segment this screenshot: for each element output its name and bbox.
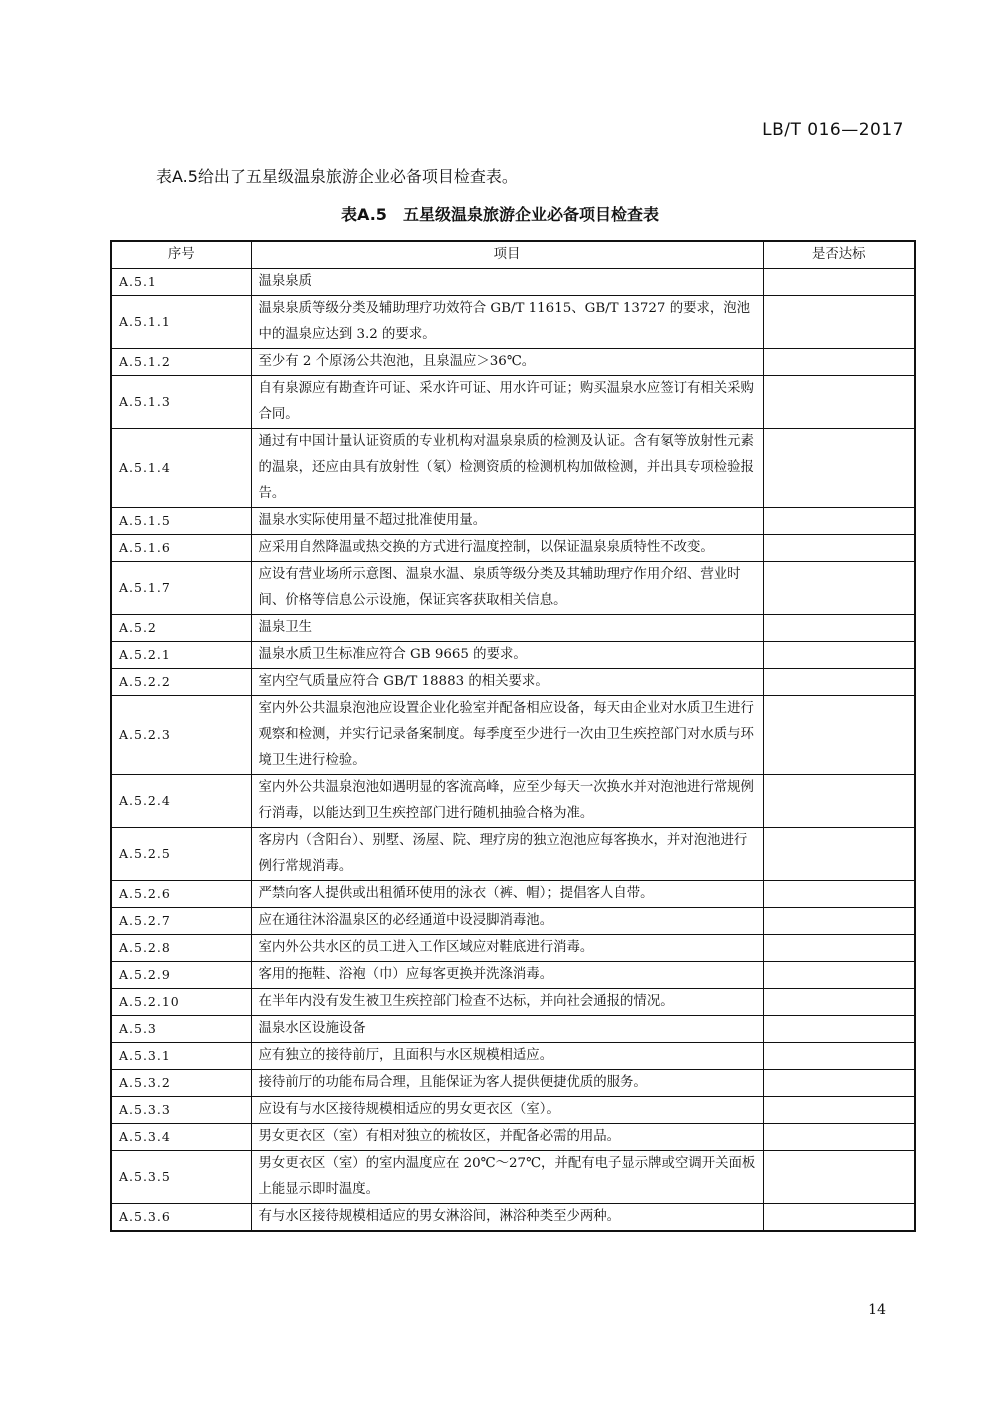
row-result-cell[interactable] [763,508,915,535]
row-item-cell: 室内空气质量应符合 GB/T 18883 的相关要求。 [251,669,763,696]
row-result-cell[interactable] [763,642,915,669]
row-result-cell[interactable] [763,935,915,962]
row-item-cell: 应采用自然降温或热交换的方式进行温度控制，以保证温泉泉质特性不改变。 [251,535,763,562]
row-number-cell: A.5.1.5 [111,508,251,535]
row-result-cell[interactable] [763,429,915,508]
row-number-cell: A.5.3 [111,1016,251,1043]
row-number-cell: A.5.1.2 [111,349,251,376]
table-row [111,429,915,508]
table-row [111,669,915,696]
row-item-cell: 应设有与水区接待规模相适应的男女更衣区（室）。 [251,1097,763,1124]
row-item-cell: 男女更衣区（室）的室内温度应在 20℃～27℃，并配有电子显示牌或空调开关面板上能显示即时温度。 [251,1151,763,1204]
row-number-cell: A.5.1.3 [111,376,251,429]
row-item-cell: 温泉水质卫生标准应符合 GB 9665 的要求。 [251,642,763,669]
row-item-cell: 客用的拖鞋、浴袍（巾）应每客更换并洗涤消毒。 [251,962,763,989]
table-row [111,881,915,908]
row-number-cell: A.5.3.6 [111,1204,251,1232]
row-number-cell: A.5.2.4 [111,775,251,828]
row-result-cell[interactable] [763,562,915,615]
table-row [111,615,915,642]
row-result-cell[interactable] [763,615,915,642]
row-number-cell: A.5.3.2 [111,1070,251,1097]
table-row [111,1151,915,1204]
row-number-cell: A.5.1.6 [111,535,251,562]
table-row [111,1070,915,1097]
table-row [111,1204,915,1232]
row-item-cell: 室内外公共水区的员工进入工作区域应对鞋底进行消毒。 [251,935,763,962]
row-result-cell[interactable] [763,296,915,349]
row-result-cell[interactable] [763,1097,915,1124]
row-number-cell: A.5.2.8 [111,935,251,962]
row-number-cell: A.5.2.2 [111,669,251,696]
row-item-cell: 自有泉源应有勘查许可证、采水许可证、用水许可证；购买温泉水应签订有相关采购合同。 [251,376,763,429]
table-body [111,269,915,1232]
row-number-cell: A.5.3.4 [111,1124,251,1151]
row-item-cell: 温泉卫生 [251,615,763,642]
table-row [111,562,915,615]
checklist-table [110,240,916,1232]
table-row [111,642,915,669]
row-number-cell: A.5.2 [111,615,251,642]
row-item-cell: 温泉泉质等级分类及辅助理疗功效符合 GB/T 11615、GB/T 13727 的要求，泡池中的温泉应达到 3.2 的要求。 [251,296,763,349]
table-row [111,376,915,429]
row-result-cell[interactable] [763,989,915,1016]
table-row [111,296,915,349]
table-row [111,696,915,775]
row-result-cell[interactable] [763,1124,915,1151]
row-item-cell: 室内外公共温泉泡池如遇明显的客流高峰，应至少每天一次换水并对泡池进行常规例行消毒，以能达到卫生疾控部门进行随机抽验合格为准。 [251,775,763,828]
row-result-cell[interactable] [763,269,915,296]
row-item-cell: 男女更衣区（室）有相对独立的梳妆区，并配备必需的用品。 [251,1124,763,1151]
column-header-item: 项目 [251,241,763,269]
row-result-cell[interactable] [763,1016,915,1043]
row-number-cell: A.5.1.1 [111,296,251,349]
row-result-cell[interactable] [763,349,915,376]
row-number-cell: A.5.2.10 [111,989,251,1016]
table-row [111,828,915,881]
row-number-cell: A.5.1 [111,269,251,296]
row-item-cell: 严禁向客人提供或出租循环使用的泳衣（裤、帽）；提倡客人自带。 [251,881,763,908]
table-row [111,989,915,1016]
row-result-cell[interactable] [763,962,915,989]
intro-paragraph: 表A.5给出了五星级温泉旅游企业必备项目检查表。 [156,167,518,186]
row-number-cell: A.5.2.9 [111,962,251,989]
table-row [111,269,915,296]
row-result-cell[interactable] [763,828,915,881]
row-result-cell[interactable] [763,669,915,696]
row-number-cell: A.5.2.3 [111,696,251,775]
row-item-cell: 至少有 2 个原汤公共泡池，且泉温应＞36℃。 [251,349,763,376]
row-number-cell: A.5.2.1 [111,642,251,669]
table-header-row [111,241,915,269]
table-row [111,535,915,562]
row-result-cell[interactable] [763,1070,915,1097]
table-row [111,908,915,935]
row-item-cell: 温泉泉质 [251,269,763,296]
document-code: LB/T 016—2017 [762,120,904,140]
row-result-cell[interactable] [763,908,915,935]
column-header-result: 是否达标 [763,241,915,269]
table-row [111,962,915,989]
table-row [111,508,915,535]
row-item-cell: 应在通往沐浴温泉区的必经通道中设浸脚消毒池。 [251,908,763,935]
row-item-cell: 应有独立的接待前厅，且面积与水区规模相适应。 [251,1043,763,1070]
row-number-cell: A.5.2.6 [111,881,251,908]
table-row [111,1097,915,1124]
row-result-cell[interactable] [763,1043,915,1070]
table-caption: 表A.5 五星级温泉旅游企业必备项目检查表 [341,205,659,224]
column-header-number: 序号 [111,241,251,269]
row-item-cell: 温泉水实际使用量不超过批准使用量。 [251,508,763,535]
row-result-cell[interactable] [763,535,915,562]
row-number-cell: A.5.3.1 [111,1043,251,1070]
row-number-cell: A.5.3.5 [111,1151,251,1204]
page-number: 14 [868,1302,886,1318]
row-result-cell[interactable] [763,376,915,429]
row-item-cell: 通过有中国计量认证资质的专业机构对温泉泉质的检测及认证。含有氡等放射性元素的温泉，还应由具有放射性（氡）检测资质的检测机构加做检测，并出具专项检验报告。 [251,429,763,508]
row-item-cell: 接待前厅的功能布局合理，且能保证为客人提供便捷优质的服务。 [251,1070,763,1097]
row-result-cell[interactable] [763,775,915,828]
row-result-cell[interactable] [763,1151,915,1204]
table-row [111,935,915,962]
row-number-cell: A.5.1.4 [111,429,251,508]
row-item-cell: 在半年内没有发生被卫生疾控部门检查不达标，并向社会通报的情况。 [251,989,763,1016]
row-item-cell: 室内外公共温泉泡池应设置企业化验室并配备相应设备，每天由企业对水质卫生进行观察和检测，并实行记录备案制度。每季度至少进行一次由卫生疾控部门对水质与环境卫生进行检验。 [251,696,763,775]
row-result-cell[interactable] [763,881,915,908]
row-number-cell: A.5.2.7 [111,908,251,935]
table-row [111,1016,915,1043]
row-item-cell: 温泉水区设施设备 [251,1016,763,1043]
row-item-cell: 客房内（含阳台）、别墅、汤屋、院、理疗房的独立泡池应每客换水，并对泡池进行例行常规消毒。 [251,828,763,881]
table-row [111,775,915,828]
table-row [111,1124,915,1151]
row-item-cell: 有与水区接待规模相适应的男女淋浴间，淋浴种类至少两种。 [251,1204,763,1232]
row-item-cell: 应设有营业场所示意图、温泉水温、泉质等级分类及其辅助理疗作用介绍、营业时间、价格等信息公示设施，保证宾客获取相关信息。 [251,562,763,615]
row-number-cell: A.5.1.7 [111,562,251,615]
row-number-cell: A.5.2.5 [111,828,251,881]
row-number-cell: A.5.3.3 [111,1097,251,1124]
table-row [111,349,915,376]
row-result-cell[interactable] [763,1204,915,1232]
row-result-cell[interactable] [763,696,915,775]
table-row [111,1043,915,1070]
